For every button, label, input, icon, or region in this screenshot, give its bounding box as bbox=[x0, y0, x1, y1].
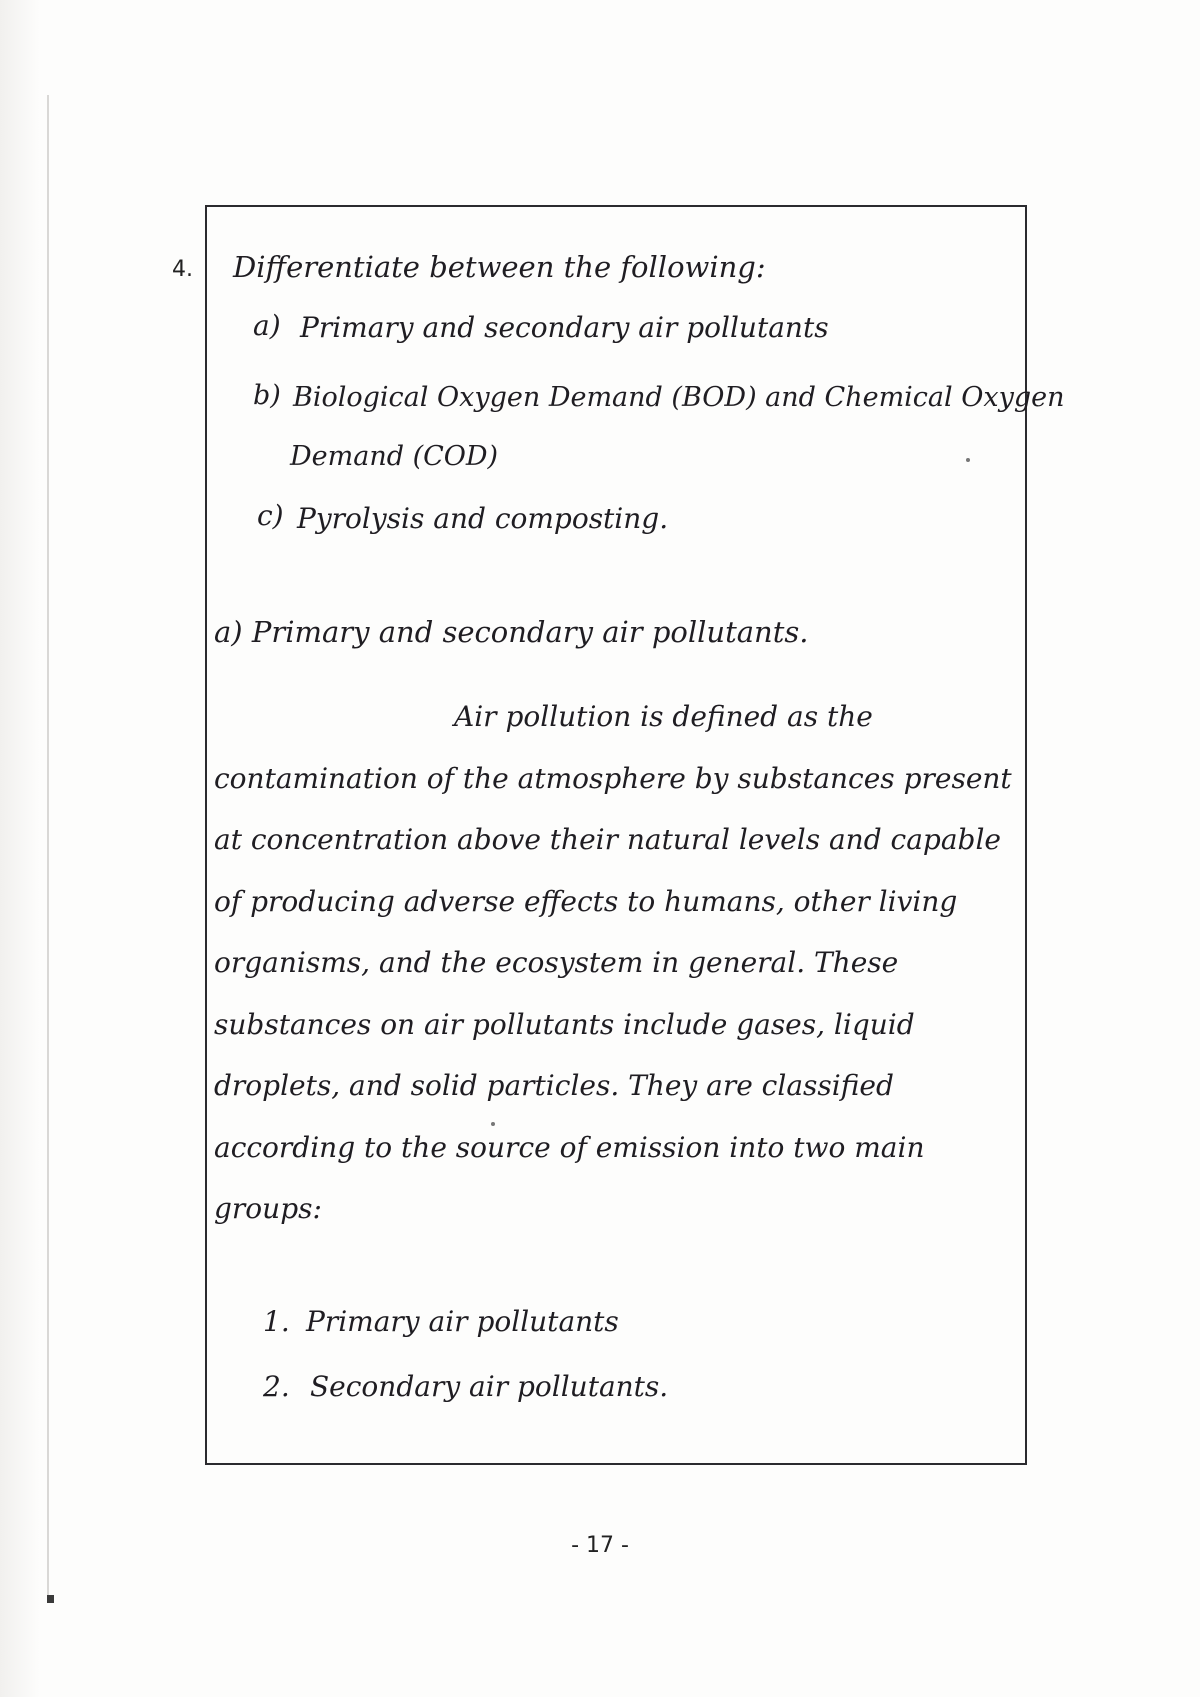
page-edge-shadow bbox=[0, 0, 40, 1697]
part-b-continuation: Demand (COD) bbox=[290, 441, 499, 472]
part-b-label: b) bbox=[253, 380, 281, 411]
answer-heading: a) Primary and secondary air pollutants. bbox=[214, 615, 809, 649]
question-prompt: Differentiate between the following: bbox=[233, 250, 766, 284]
answer-paragraph-text: Air pollution is defined as the contamination of the atmosphere by substances present at concentration above their natural levels and capable of producing adverse effects to humans, other living organisms, and the ecosystem in general. These substances on air pollutants include gases, liquid droplets, and solid particles. They are classified according to the source of emission into two main groups: bbox=[214, 700, 1012, 1225]
binding-line bbox=[47, 95, 49, 1600]
ink-speck bbox=[491, 1122, 495, 1126]
part-c-label: c) bbox=[257, 499, 284, 532]
group-2-text: Secondary air pollutants. bbox=[310, 1370, 669, 1403]
corner-mark bbox=[47, 1595, 54, 1603]
part-c-text: Pyrolysis and composting. bbox=[297, 502, 669, 535]
page-number: - 17 - bbox=[571, 1533, 629, 1558]
question-number: 4. bbox=[172, 257, 193, 282]
group-2-number: 2. bbox=[263, 1370, 290, 1403]
part-b-text: Biological Oxygen Demand (BOD) and Chemical Oxygen bbox=[293, 382, 1065, 413]
part-a-text: Primary and secondary air pollutants bbox=[300, 311, 829, 344]
group-1-text: Primary air pollutants bbox=[306, 1305, 619, 1338]
ink-speck bbox=[966, 458, 970, 462]
part-a-label: a) bbox=[253, 309, 281, 342]
answer-paragraph bbox=[214, 686, 1024, 1240]
group-1-number: 1. bbox=[263, 1305, 290, 1338]
